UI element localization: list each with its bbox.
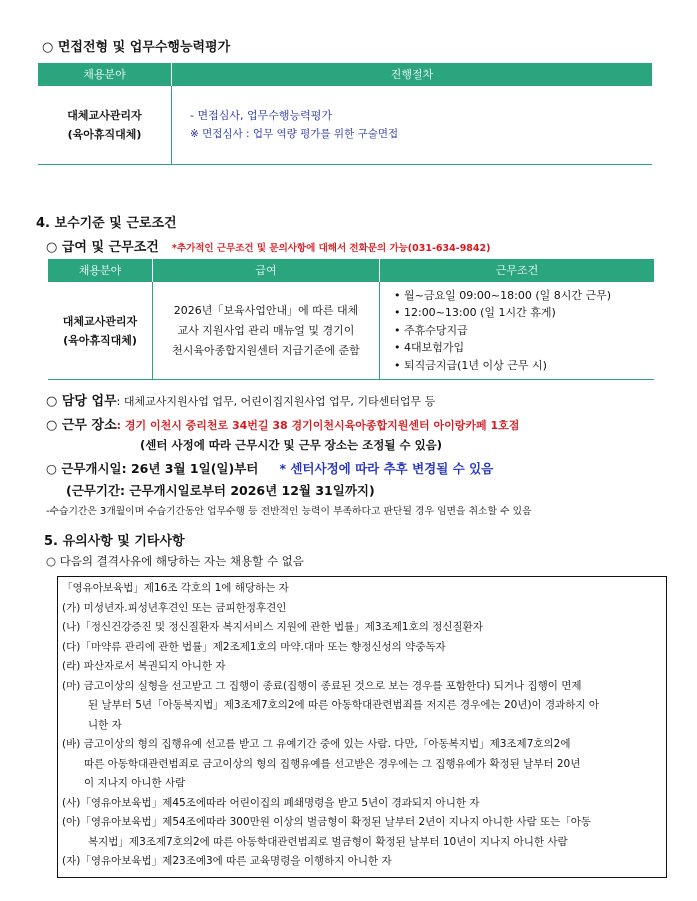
header-process: 진행절차 (390, 68, 434, 81)
interview-step-note: ※ 면접심사 : 업무 역량 평가를 위한 구술면접 (190, 128, 399, 140)
interview-steps-cell (172, 86, 652, 164)
box-line: (사)「영유아보육법」제45조에따라 어린이집의 폐쇄명령을 받고 5년이 경과되지 아니한 자 (62, 796, 480, 809)
box-line: (자)「영유아보육법」제23조예3에 따른 교육명령을 이행하지 아니한 자 (62, 855, 392, 867)
box-line: (라) 파산자로서 복권되지 아니한 자 (62, 660, 226, 672)
start-row (46, 458, 493, 477)
salary-line: 교사 지원사업 관리 매뉴얼 및 경기이 (177, 323, 355, 337)
header-conditions: 근무조건 (495, 264, 539, 277)
salary-table-header (48, 259, 654, 282)
place-label: ○ 근무 장소 (46, 418, 117, 433)
section5-subheading: ○ 다음의 결격사유에 해당하는 자는 채용할 수 없음 (46, 554, 304, 568)
duty-row (46, 390, 435, 409)
work-period: (근무기간: 근무개시일로부터 2026년 12월 31일까지) (66, 483, 375, 498)
conditions-cell (380, 282, 654, 379)
salary-line: 2026년「보육사업안내」에 따른 대체 (173, 303, 359, 317)
condition-item: • 12:00~13:00 (일 1시간 휴게) (394, 306, 556, 320)
condition-item: • 퇴직금지급(1년 이상 근무 시) (394, 358, 547, 372)
field-sub: (육아휴직대체) (63, 333, 137, 347)
disqualification-box (57, 576, 667, 878)
contact-note: *추가적인 근무조건 및 문의사항에 대해서 전화문의 가능(031-634-9842) (171, 243, 491, 254)
interview-step: - 면접심사, 업무수행능력평가 (190, 109, 332, 122)
box-line: (가) 미성년자.피성년후견인 또는 금피한정후견인 (62, 601, 287, 614)
box-line: (다)「마약류 관리에 관한 법률」제2조제1호의 마약.대마 또는 향정신성의 약중독자 (62, 640, 446, 653)
box-line: 니한 자 (88, 718, 122, 731)
salary-subheading: ○ 급여 및 근무조건 (46, 240, 159, 255)
place-row (46, 414, 519, 433)
header-salary: 급여 (153, 259, 380, 282)
box-line: 따른 아동학대관련범죄로 금고이상의 형의 집행유예를 선고받은 경우에는 그 집행유예가 확정된 날부터 20년 (84, 757, 581, 770)
salary-table (48, 259, 654, 380)
header-field: 채용분야 (48, 259, 153, 282)
salary-subheading-row (46, 236, 490, 255)
box-line: (마) 금고이상의 실형을 선고받고 그 집행이 종료(집행이 종료된 것으로 보는 경우를 포함한다) 되거나 집행이 면제 (62, 679, 582, 692)
salary-table-row (48, 282, 654, 380)
box-line: 복지법」제3조제7호의2에 따른 아동학대관련범죄로 벌금형이 확정된 날부터 10년이 지나지 아니한 사람 (88, 835, 568, 848)
salary-cell (153, 282, 380, 379)
box-line: (아)「영유아보육법」제54조에따라 300만원 이상의 벌금형이 확정된 날부터 2년이 지나지 아니한 사람 또는「아동 (62, 816, 592, 828)
condition-item: • 4대보험가입 (394, 341, 465, 355)
condition-item: • 주휴수당지급 (394, 323, 468, 337)
duty-text: : 대체교사지원사업 업무, 어린이집지원사업 업무, 기타센터업무 등 (116, 395, 436, 408)
section4-heading: 4. 보수기준 및 근로조건 (36, 216, 177, 231)
place-text: : 경기 이천시 중리천로 34번길 38 경기이천시육아종합지원센터 아이랑카페 1호점 (116, 419, 520, 432)
interview-table-header (38, 63, 652, 86)
box-line: (나)「정신건강증진 및 정신질환자 복지서비스 지원에 관한 법률」제3조제1호의 정신질환자 (62, 621, 483, 633)
interview-table (38, 63, 652, 165)
probation-note: -수습기간은 3개월이며 수습기간동안 업무수행 등 전반적인 능력이 부족하다고 판단될 경우 임면을 취소할 수 있음 (46, 506, 532, 517)
salary-line: 천시육아종합지원센터 지급기준에 준함 (172, 343, 360, 357)
interview-table-row (38, 86, 652, 165)
start-label: ○ 근무개시일: 26년 3월 1일(일)부터 (46, 461, 259, 476)
start-note: * 센터사정에 따라 추후 변경될 수 있음 (279, 461, 494, 476)
duty-label: ○ 담당 업무 (46, 394, 117, 409)
field-name: 대체교사관리자 (62, 314, 138, 328)
interview-heading: ○ 면접전형 및 업무수행능력평가 (42, 40, 231, 55)
place-note: (센터 사정에 따라 근무시간 및 근무 장소는 조정될 수 있음) (140, 438, 443, 452)
interview-field-cell (38, 86, 172, 164)
box-line: 「영유아보육법」제16조 각호의 1에 해당하는 자 (62, 582, 289, 594)
header-field: 채용분야 (38, 63, 172, 86)
field-name: 대체교사관리자 (67, 109, 142, 122)
box-line: 이 지나지 아니한 사람 (84, 777, 186, 789)
condition-item: • 월~금요일 09:00~18:00 (일 8시간 근무) (394, 288, 612, 302)
section5-heading: 5. 유의사항 및 기타사항 (44, 534, 185, 549)
salary-field-cell (48, 282, 153, 379)
box-line: (바) 금고이상의 형의 집행유예 선고를 받고 그 유예기간 중에 있는 사람. 다만,「아동복지법」제3조제7호의2에 (62, 738, 571, 750)
field-sub: (육아휴직대체) (67, 128, 142, 141)
box-line: 된 날부터 5년「아동복지법」제3조제7호의2에 따른 아동학대관련범죄를 저지른 경우에는 20년)이 경과하지 아 (88, 699, 600, 711)
